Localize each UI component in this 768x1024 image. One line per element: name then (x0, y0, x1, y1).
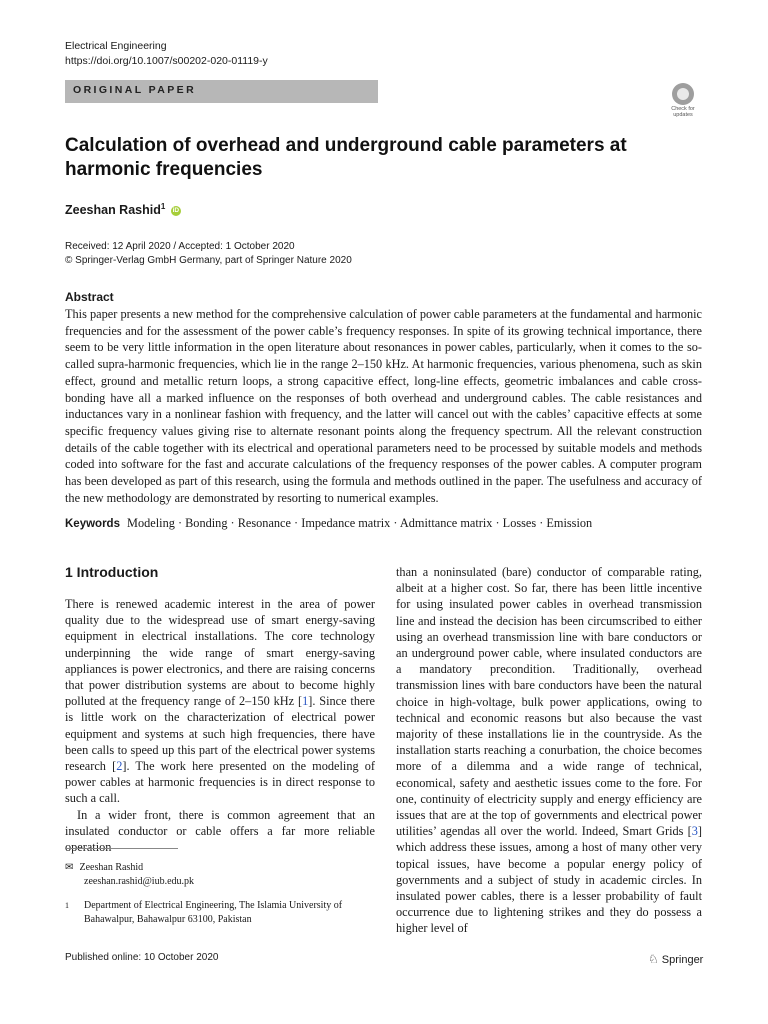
right-column (396, 564, 702, 937)
mail-icon: ✉ (65, 862, 74, 873)
left-column (65, 596, 375, 855)
author-name[interactable]: Zeeshan Rashid (65, 203, 161, 218)
doi-link[interactable]: https://doi.org/10.1007/s00202-020-01119-y (65, 55, 268, 67)
springer-horse-icon: ♘ (648, 952, 659, 966)
reference-link-2[interactable]: 2 (116, 759, 123, 774)
text-span: ]. The work here presented on the modeling of power cables at harmonic frequencies is in direct response to such a call. (65, 759, 375, 806)
text-span: There is renewed academic interest in the area of power quality due to the widespread use of smart energy-saving equipment in electrical installations. The core technology underpinning the wide range of smart energy-saving appliances is power electronics, and there are raising concerns that power distribution systems are about to become highly polluted at the frequency range of 2–150 kHz [ (65, 597, 375, 709)
check-for-updates-badge[interactable] (665, 83, 701, 123)
section-heading-introduction: 1 Introduction (65, 564, 159, 580)
copyright-notice: © Springer-Verlag GmbH Germany, part of Springer Nature 2020 (65, 255, 352, 266)
contact-email[interactable]: zeeshan.rashid@iub.edu.pk (84, 875, 195, 887)
intro-paragraph-continued (396, 564, 702, 937)
author-line (65, 202, 181, 217)
publisher-name: Springer (661, 954, 704, 966)
keywords (65, 516, 705, 531)
paper-title: Calculation of overhead and underground cable parameters at harmonic frequencies (65, 135, 627, 180)
text-span: than a noninsulated (bare) conductor of comparable rating, albeit at a higher cost. So far, there has been little incentive for using insulated power cables in overhead transmission line and instead the decision has been circumscribed to either using an overhead transmission line with bare conductors or an underground power cable, where insulated conductors are a mandatory precondition. Traditionally, overhead transmission lines with bare conductors have been the natural choice in high-voltage, bulk power applications, owing to technical and economic reasons but also because the vast majority of these installations lie in the countryside. As the installation starts reaching a conurbation, the choice becomes more of a dilemma and a wide range of technical, economical, safety and aesthetic issues come to the fore. For one, continuity of electricity supply and energy efficiency are issues that are at the top of governments and electrical power utilities’ agendas all over the world. Indeed, Smart Grids [ (396, 565, 702, 839)
orcid-icon[interactable]: iD (172, 206, 180, 214)
abstract-text: This paper presents a new method for the comprehensive calculation of power cable parameters at the fundamental and harmonic frequencies and for the assessment of the power cable’s frequency responses. In spite of its growing technical importance, there seem to be very little information in the open literature about resonances in power cables, particularly, when it comes to the so-called supra-harmonic frequencies, which lie in the range 2–150 kHz. At harmonic frequencies, various phenomena, such as skin effect, ground and metallic return loops, a strong capacitive effect, long-line effects, geometric imbalances and cable cross-bonding have all a marked influence on the responses of both overhead and underground cables. The cable resistances and inductances vary in a nonlinear fashion with frequency, and the latter will cancel out with the cables’ capacitive effects at some specific frequency values giving rise to alternate resonant points along the frequency spectrum. All the relevant construction details of the cable together with its electrical and operational parameters need to be processed by suitable models and methods coded into software for the fast and accurate calculations of the frequency responses of the power cables. A computer program has been developed as part of this research, using the formula and methods outlined in the paper. The usefulness and accuracy of the new methodology are demonstrated by resorting to numerical examples. (65, 307, 702, 505)
reference-link-1[interactable]: 1 (302, 694, 309, 709)
keywords-label: Keywords (65, 518, 120, 530)
affiliation-number: 1 (65, 901, 69, 910)
author-affiliation-marker: 1 (160, 202, 166, 211)
check-for-updates-icon (672, 83, 694, 105)
intro-paragraph-1 (65, 596, 375, 807)
keywords-list: Modeling · Bonding · Resonance · Impedance matrix · Admittance matrix · Losses · Emission (127, 516, 593, 530)
check-updates-line2: updates (673, 112, 693, 118)
affiliation-footnote (65, 899, 375, 926)
check-updates-line1: Check for (671, 106, 695, 112)
text-span: ]. Since there is little work on the characterization of electrical power equipment and systems at such high frequencies, there have been calls to speed up this part of the electrical power systems research [ (65, 694, 375, 774)
reference-link-3[interactable]: 3 (691, 824, 698, 839)
received-dates: Received: 12 April 2020 / Accepted: 1 October 2020 (65, 241, 295, 252)
section-banner: ORIGINAL PAPER (65, 80, 378, 103)
contact-name: Zeeshan Rashid (79, 862, 144, 873)
text-span: ] which address these issues, among a host of many other very topical issues, have become a popular energy policy of governments and a subject of study in academic circles. In insulated power cables, there is a lesser probability of fault occurrence due to lightening strikes and they do possess a higher level of (396, 824, 702, 936)
journal-name: Electrical Engineering (65, 40, 167, 52)
abstract-heading: Abstract (65, 290, 114, 304)
published-online-date: Published online: 10 October 2020 (65, 952, 219, 963)
footnote-divider (65, 848, 178, 849)
publisher-logo[interactable] (648, 952, 703, 966)
corresponding-author-block (65, 861, 194, 888)
affiliation-text: Department of Electrical Engineering, The Islamia University of Bahawalpur, Bahawalpur 63100, Pakistan (84, 900, 343, 925)
intro-paragraph-2: In a wider front, there is common agreement that an insulated conductor or cable offers a far more reliable operation (65, 807, 375, 855)
